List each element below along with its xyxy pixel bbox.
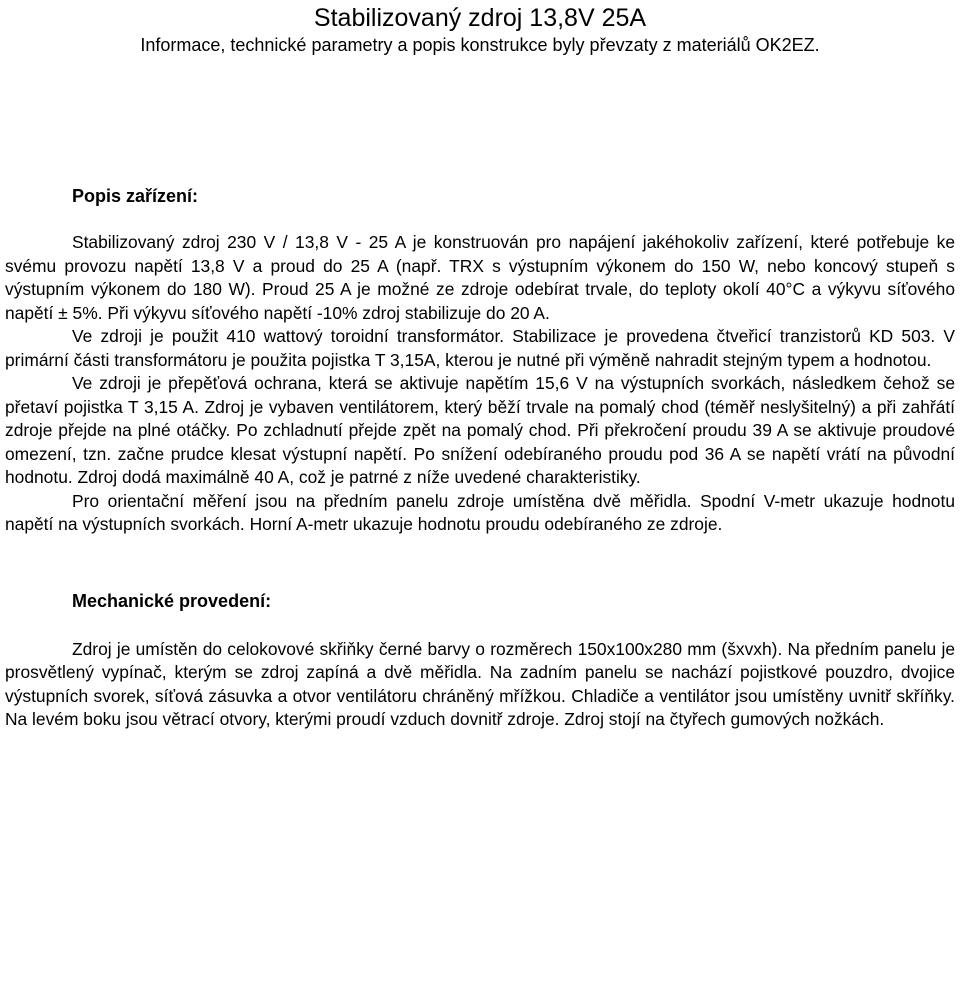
paragraph: Zdroj je umístěn do celokovové skřiňky černé barvy o rozměrech 150x100x280 mm (šxvxh). Na předním panelu je prosvětlený vypínač, kterým se zdroj zapíná a dvě měřidla. Na zadním panelu se nachází pojistkové pouzdro, dvojice výstupních svorek, síťová zásuvka a otvor ventilátoru chráněný mřížkou. Chladiče a ventilátor jsou umístěny uvnitř skříňky. Na levém boku jsou větrací otvory, kterými proudí vzduch dovnitř zdroje. Zdroj stojí na čtyřech gumových nožkách.	[5, 638, 955, 729]
paragraph: Pro orientační měření jsou na předním panelu zdroje umístěna dvě měřidla. Spodní V-metr ukazuje hodnotu napětí na výstupních svorkách. Horní A-metr ukazuje hodnotu proudu odebíraného ze zdroje.	[5, 490, 955, 534]
paragraph: Ve zdroji je přepěťová ochrana, která se aktivuje napětím 15,6 V na výstupních svorkách, následkem čehož se přetaví pojistka T 3,15 A. Zdroj je vybaven ventilátorem, který běží trvale na pomalý chod (téměř neslyšitelný) a při zahřátí zdroje přejde na plné otáčky. Po zchladnutí přejde zpět na pomalý chod. Při překročení proudu 39 A se aktivuje proudové omezení, tzn. začne prudce klesat výstupní napětí. Po snížení odebíraného proudu pod 36 A se napětí vrátí na původní hodnotu. Zdroj dodá maximálně 40 A, což je patrné z níže uvedené charakteristiky.	[5, 373, 955, 487]
section-popis	[5, 184, 955, 537]
paragraph: Ve zdroji je použit 410 wattový toroidní transformátor. Stabilizace je provedena čtveřicí tranzistorů KD 503. V primární části transformátoru je použita pojistka T 3,15A, kterou je nutné při výměně nahradit stejným typem a hodnotou.	[5, 326, 955, 370]
section-body-popis	[5, 231, 955, 537]
section-heading-mechanicke: Mechanické provedení:	[72, 590, 272, 611]
document-title: Stabilizovaný zdroj 13,8V 25A	[313, 4, 647, 32]
document-subtitle: Informace, technické parametry a popis konstrukce byly převzaty z materiálů OK2EZ.	[140, 35, 820, 55]
section-body-mechanicke	[5, 638, 955, 732]
paragraph: Stabilizovaný zdroj 230 V / 13,8 V - 25 A je konstruován pro napájení jakéhokoliv zařízení, které potřebuje ke svému provozu napětí 13,8 V a proud do 25 A (např. TRX s výstupním výkonem do 150 W, nebo koncový stupeň s výstupním výkonem do 180 W). Proud 25 A je možné ze zdroje odebírat trvale, do teploty okolí 40°C a výkyvu síťového napětí ± 5%. Při výkyvu síťového napětí -10% zdroj stabilizuje do 20 A.	[5, 232, 955, 323]
section-heading-popis: Popis zařízení:	[72, 186, 199, 206]
document-page	[5, 0, 955, 732]
section-mechanicke	[5, 589, 955, 732]
